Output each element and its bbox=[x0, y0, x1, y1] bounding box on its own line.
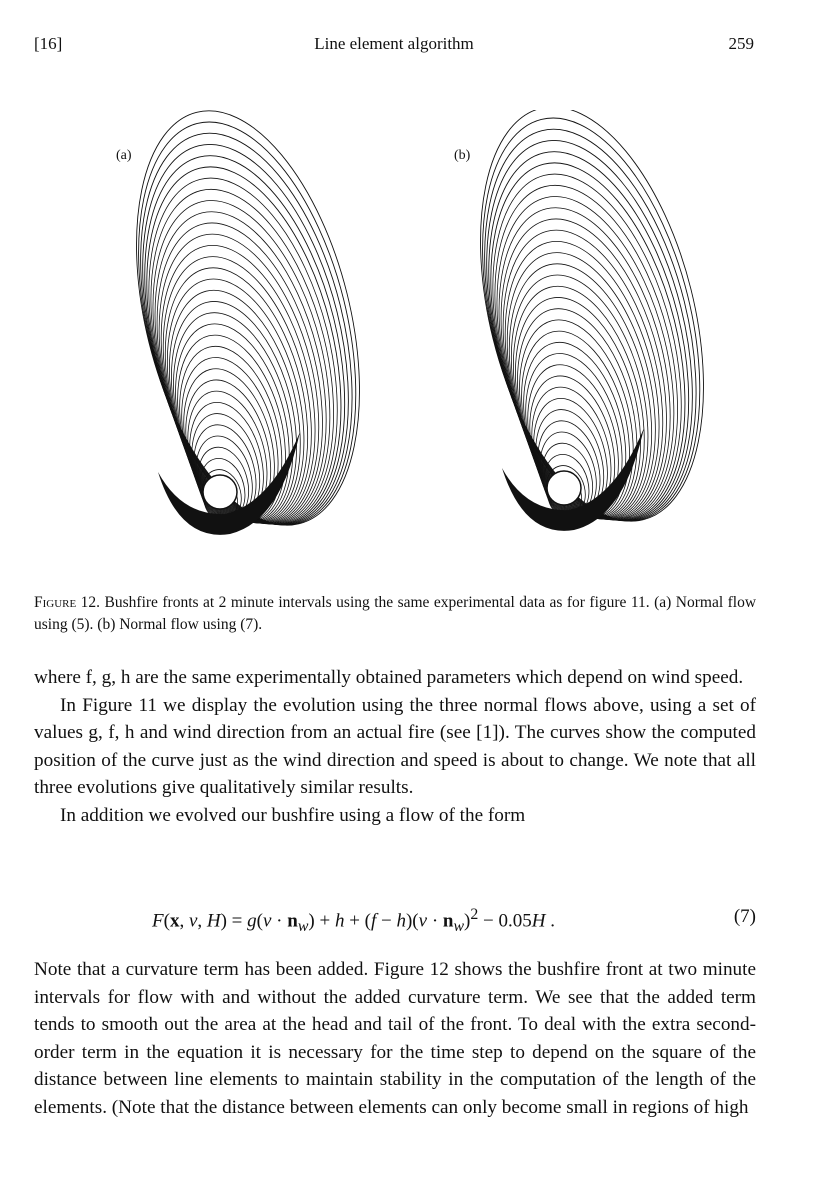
fire-front-curve bbox=[123, 182, 361, 542]
body-text-bottom bbox=[34, 956, 756, 1122]
fire-front-curve bbox=[126, 194, 356, 542]
fire-front-curve bbox=[467, 178, 705, 538]
ignition-point bbox=[547, 471, 581, 505]
ignition-point bbox=[203, 475, 237, 509]
section-number: [16] bbox=[34, 34, 63, 53]
running-head bbox=[34, 34, 754, 58]
caption-label: Figure 12. bbox=[34, 594, 101, 611]
figure-caption bbox=[34, 592, 756, 636]
body-text-top bbox=[34, 664, 756, 830]
panel-b-label: (b) bbox=[454, 148, 471, 163]
panel-a-fronts bbox=[98, 110, 399, 548]
equation-7 bbox=[34, 906, 756, 934]
fire-front-curve bbox=[119, 170, 365, 543]
paragraph-2: In Figure 11 we display the evolution using the three normal flows above, using a set of values g, f, h and wind direction from an actual fire (see [1]). The curves show the computed position of the curve just as the wind direction and speed is about to change. We note that all three evolutions give qualitatively similar results. bbox=[34, 694, 756, 799]
equation-number: (7) bbox=[733, 906, 756, 927]
paragraph-1: where f, g, h are the same experimentally obtained parameters which depend on wind speed. bbox=[34, 667, 744, 688]
caption-text: Bushfire fronts at 2 minute intervals using the same experimental data as for figure 11. (a) Normal flow using (5). (b) Normal flow using (7). bbox=[34, 594, 757, 633]
paragraph-4: Note that a curvature term has been added. Figure 12 shows the bushfire front at two minute intervals for flow with and without the added curvature term. We see that the added term tends to smooth out the area at the head and tail of the front. To deal with the extra second-order term in the equation it is necessary for the time step to depend on the square of the distance between line elements to maintain stability in the computation of the length of the elements. (Note that the distance between elements can only become small in regions of high bbox=[34, 959, 756, 1118]
fronts-drawing bbox=[96, 110, 736, 550]
page-number: 259 bbox=[728, 34, 754, 53]
fire-front-curve bbox=[460, 154, 713, 539]
panel-a-label: (a) bbox=[116, 148, 132, 163]
bushfire-fronts-figure bbox=[96, 110, 736, 550]
fire-front-curve bbox=[116, 158, 369, 543]
fire-front-curve bbox=[463, 166, 709, 539]
running-title: Line element algorithm bbox=[314, 34, 474, 53]
equation-body: F(x, ν, $H) = g(\nu \cdot n_w) + h + (f - h)(\nu \cdot n_w)^2 - 0.05H$ . bbox=[152, 906, 555, 936]
fire-front-curve bbox=[473, 202, 695, 537]
fire-front-curve bbox=[470, 190, 700, 538]
panel-b-fronts bbox=[442, 110, 736, 544]
fire-front-curve bbox=[129, 206, 351, 541]
fire-front-curve bbox=[442, 110, 736, 544]
paragraph-3: In addition we evolved our bushfire using a flow of the form bbox=[60, 804, 526, 826]
